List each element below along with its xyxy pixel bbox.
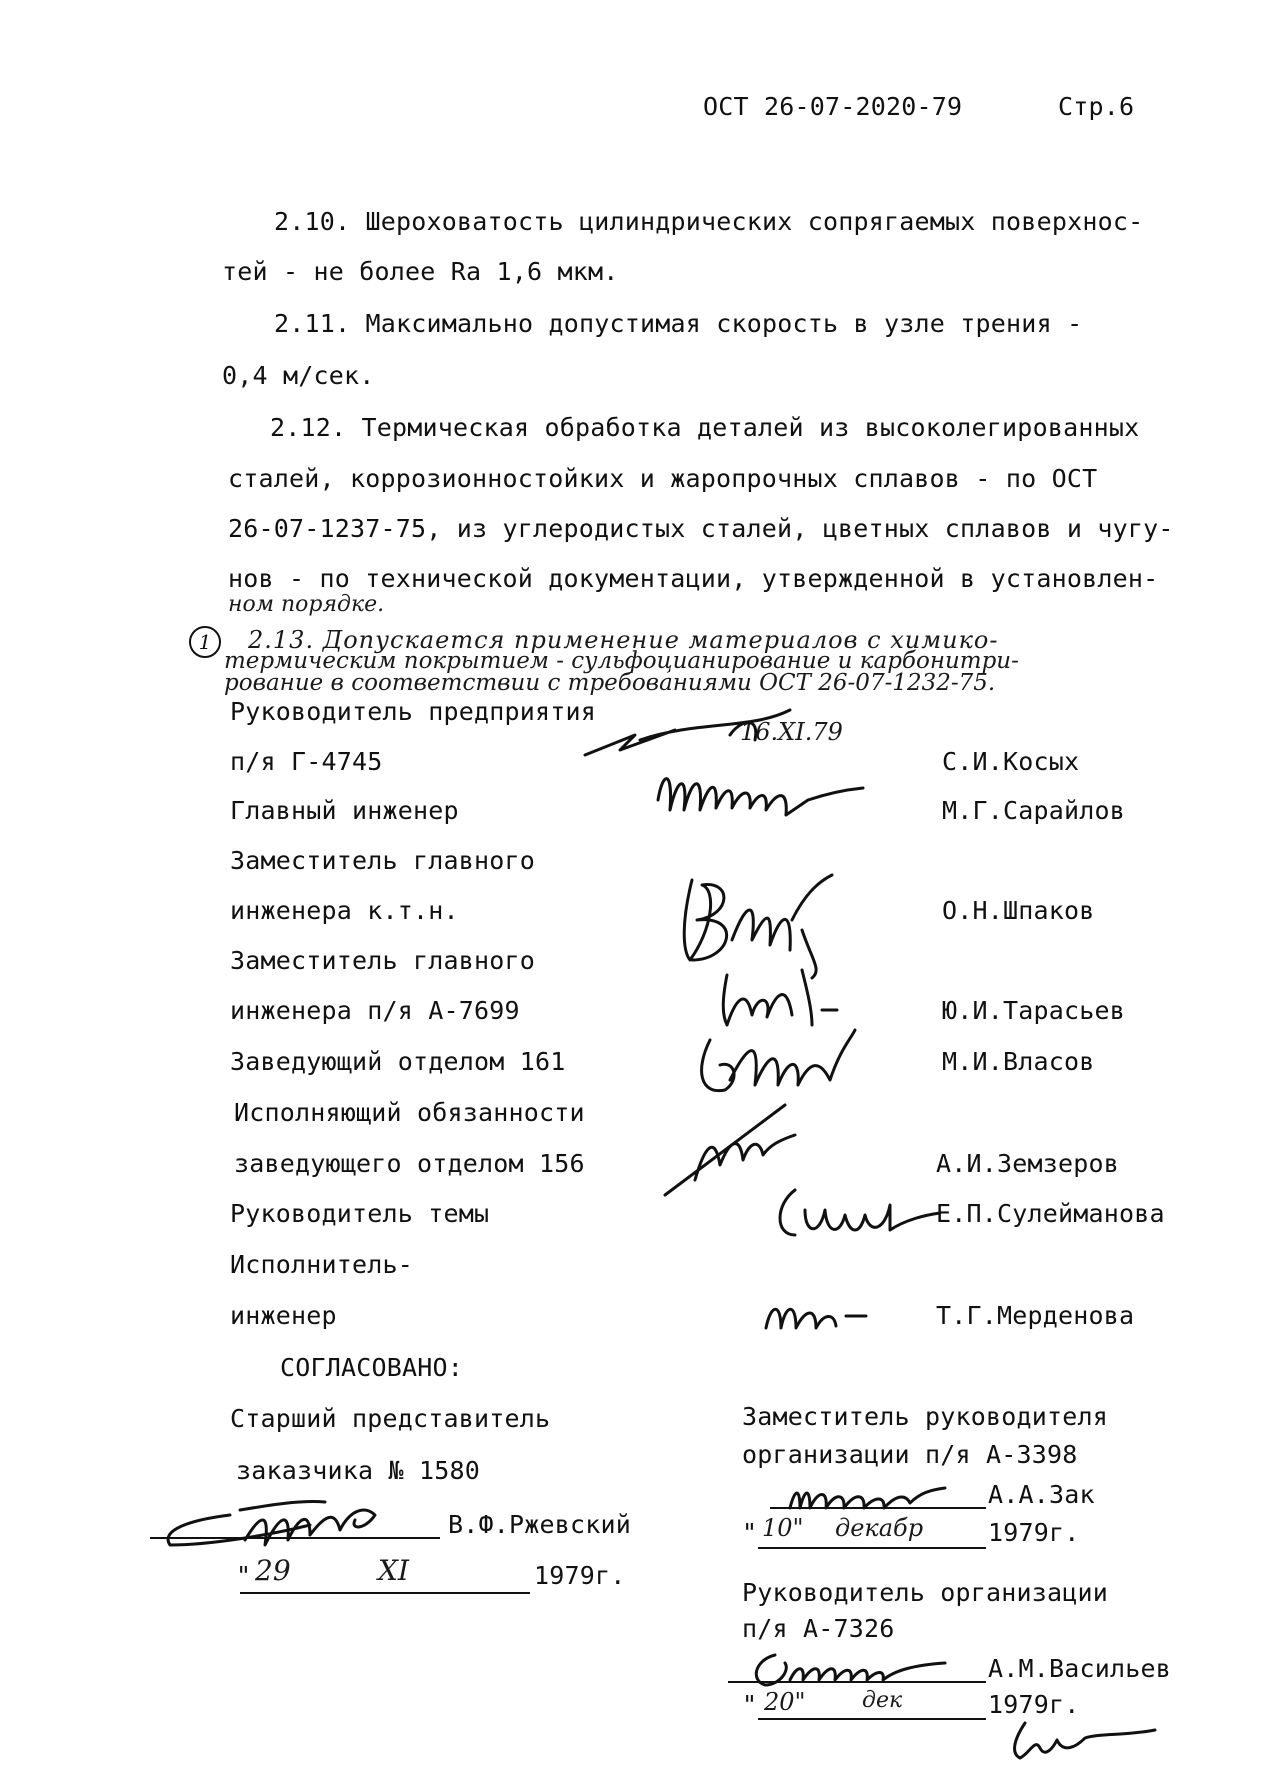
approval-right2-date-month: дек bbox=[862, 1688, 903, 1713]
paragraph-2-11-line2: 0,4 м/сек. bbox=[222, 361, 375, 390]
paragraph-2-12-line3: 26-07-1237-75, из углеродистых сталей, цветных сплавов и чугу- bbox=[228, 514, 1174, 543]
approval-right2-line2: п/я А-7326 bbox=[742, 1614, 895, 1643]
signatory-title: инженер bbox=[230, 1301, 337, 1330]
signatory-title: Заместитель главного bbox=[230, 846, 536, 875]
signature-suleimanova bbox=[765, 1175, 945, 1245]
approval-left-date-year: 1979г. bbox=[534, 1561, 626, 1590]
signatory-name: Т.Г.Мерденова bbox=[936, 1301, 1135, 1330]
approval-left-date-quote: " bbox=[236, 1561, 252, 1590]
approval-right2-date-year: 1979г. bbox=[988, 1690, 1080, 1719]
approval-left-line2: заказчика № 1580 bbox=[236, 1456, 481, 1485]
signatory-title: Исполнитель- bbox=[230, 1250, 414, 1279]
approval-right1-date-month: декабр bbox=[835, 1514, 924, 1542]
handwritten-continuation: ном порядке. bbox=[228, 592, 385, 617]
approval-right1-line2: организации п/я А-3398 bbox=[742, 1440, 1078, 1469]
approval-right1-date-year: 1979г. bbox=[988, 1518, 1080, 1547]
signatory-title: инженера п/я А-7699 bbox=[230, 996, 520, 1025]
signatory-title: Заведующий отделом 161 bbox=[230, 1047, 566, 1076]
handwritten-2-13-line2: термическим покрытием - сульфоцианирование и карбонитри- bbox=[224, 648, 1019, 674]
handwritten-2-13-line1: 2.13. Допускается применение материалов с химико- bbox=[248, 626, 999, 654]
signatory-title: Руководитель предприятия bbox=[230, 697, 597, 726]
paragraph-2-10-line2: тей - не более Ra 1,6 мкм. bbox=[222, 257, 619, 286]
signatory-name: С.И.Косых bbox=[942, 747, 1080, 776]
signatory-title: п/я Г-4745 bbox=[230, 747, 383, 776]
signatory-title: Руководитель темы bbox=[230, 1199, 490, 1228]
signatory-title: Заместитель главного bbox=[230, 946, 536, 975]
approval-heading: СОГЛАСОВАНО: bbox=[280, 1353, 464, 1382]
approval-right1-date-quote: " bbox=[742, 1518, 758, 1547]
signatory-name: М.Г.Сарайлов bbox=[942, 796, 1126, 825]
date-line bbox=[240, 1592, 530, 1594]
revision-mark: 1 bbox=[189, 626, 221, 658]
signatory-name: Е.П.Сулейманова bbox=[936, 1199, 1165, 1228]
signature-zak bbox=[780, 1478, 1000, 1518]
handwritten-2-13-line3: рование в соответствии с требованиями ОСТ 26-07-1232-75. bbox=[224, 670, 996, 696]
signature-sarailov bbox=[648, 760, 878, 830]
date-line bbox=[758, 1547, 986, 1549]
signature-line bbox=[770, 1507, 986, 1509]
signatory-name: О.Н.Шпаков bbox=[942, 896, 1095, 925]
signature-rzhevsky bbox=[150, 1490, 450, 1560]
signature-line bbox=[728, 1681, 986, 1683]
approval-right1-line1: Заместитель руководителя bbox=[742, 1402, 1109, 1431]
approval-right2-date-quote: " bbox=[742, 1690, 758, 1719]
paragraph-2-12-line2: сталей, коррозионностойких и жаропрочных сплавов - по ОСТ bbox=[228, 464, 1098, 493]
approval-left-date-month: XI bbox=[378, 1554, 409, 1587]
paragraph-2-11-line1: 2.11. Максимально допустимая скорость в узле трения - bbox=[274, 309, 1083, 338]
signature-initials-bottom bbox=[995, 1718, 1195, 1763]
approval-right2-line1: Руководитель организации bbox=[742, 1578, 1109, 1607]
signatory-title: Исполняющий обязанности bbox=[234, 1098, 585, 1127]
paragraph-2-12-line4: нов - по технической документации, утвержденной в установлен- bbox=[228, 564, 1159, 593]
signatory-name: Ю.И.Тарасьев bbox=[942, 996, 1126, 1025]
signature-line bbox=[150, 1537, 440, 1539]
approval-right2-name: А.М.Васильев bbox=[988, 1654, 1172, 1683]
paragraph-2-10-line1: 2.10. Шероховатость цилиндрических сопрягаемых поверхнос- bbox=[274, 207, 1144, 236]
signatory-title: Главный инженер bbox=[230, 796, 459, 825]
approval-left-name: В.Ф.Ржевский bbox=[448, 1510, 632, 1539]
date-line bbox=[758, 1718, 986, 1720]
signatory-name: М.И.Власов bbox=[942, 1047, 1095, 1076]
approval-right1-name: А.А.Зак bbox=[988, 1480, 1095, 1509]
approval-left-line1: Старший представитель bbox=[230, 1404, 551, 1433]
approval-right1-date-day: 10" bbox=[762, 1514, 804, 1542]
document-number: ОСТ 26-07-2020-79 bbox=[703, 92, 963, 121]
signatory-title: заведующего отделом 156 bbox=[234, 1149, 585, 1178]
approval-right2-date-day: 20" bbox=[764, 1688, 806, 1716]
signatory-title: инженера к.т.н. bbox=[230, 896, 459, 925]
handwritten-date-note: 16.XI.79 bbox=[740, 718, 843, 746]
paragraph-2-12-line1: 2.12. Термическая обработка деталей из высоколегированных bbox=[270, 413, 1140, 442]
page-number: Стр.6 bbox=[1058, 92, 1135, 121]
approval-left-date-day: 29 bbox=[255, 1554, 291, 1587]
signature-merdenova bbox=[756, 1288, 886, 1338]
signatory-name: А.И.Земзеров bbox=[936, 1149, 1120, 1178]
